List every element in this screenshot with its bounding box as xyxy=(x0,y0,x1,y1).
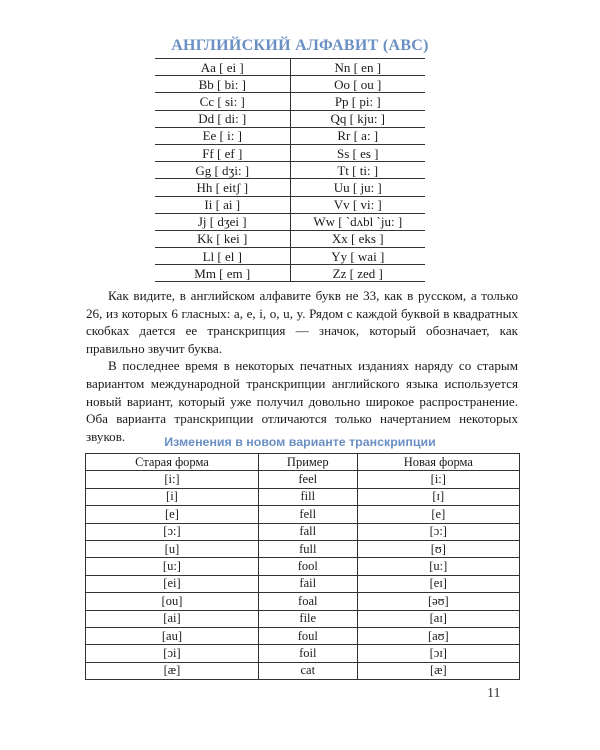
letter-cell: Ee [ i: ] xyxy=(155,127,290,144)
table-row xyxy=(86,471,520,488)
letter-cell: Tt [ ti: ] xyxy=(290,162,425,179)
letter-cell: Cc [ si: ] xyxy=(155,93,290,110)
transcription-cell: [i] xyxy=(86,488,259,505)
transcription-title: Изменения в новом варианте транскрипции xyxy=(164,435,436,449)
letter-cell: Ff [ ef ] xyxy=(155,144,290,161)
column-header: Пример xyxy=(258,454,357,471)
table-row xyxy=(155,162,425,179)
table-row xyxy=(86,662,520,679)
paragraph: В последнее время в некоторых печатных изданиях наряду со старым вариантом международной транскрипции английского языка используется новый вариант, который уже получил довольно широкое распространение. Оба варианта транскрипции отличаются только начертанием некоторых звуков. xyxy=(86,358,518,444)
letter-cell: Kk [ kei ] xyxy=(155,230,290,247)
body-text xyxy=(86,287,518,445)
transcription-cell: [ʊ] xyxy=(357,540,519,557)
table-row xyxy=(86,506,520,523)
table-row xyxy=(155,110,425,127)
transcription-cell: [ou] xyxy=(86,593,259,610)
transcription-cell: [i:] xyxy=(86,471,259,488)
transcription-cell: cat xyxy=(258,662,357,679)
transcription-cell: [e] xyxy=(357,506,519,523)
letter-cell: Gg [ dʒi: ] xyxy=(155,162,290,179)
letter-cell: Ii [ ai ] xyxy=(155,196,290,213)
transcription-cell: [u:] xyxy=(357,558,519,575)
table-row xyxy=(86,593,520,610)
table-header-row xyxy=(86,454,520,471)
transcription-cell: feel xyxy=(258,471,357,488)
transcription-cell: fool xyxy=(258,558,357,575)
page-number: 11 xyxy=(487,686,501,701)
transcription-table xyxy=(85,453,520,680)
table-row xyxy=(155,196,425,213)
table-row xyxy=(155,265,425,282)
table-row xyxy=(155,179,425,196)
letter-cell: Oo [ ou ] xyxy=(290,76,425,93)
transcription-cell: [ai] xyxy=(86,610,259,627)
table-row xyxy=(86,627,520,644)
transcription-cell: [ɪ] xyxy=(357,488,519,505)
table-row xyxy=(86,488,520,505)
letter-cell: Nn [ en ] xyxy=(290,59,425,76)
transcription-cell: [e] xyxy=(86,506,259,523)
transcription-cell: [u:] xyxy=(86,558,259,575)
table-row xyxy=(86,575,520,592)
letter-cell: Bb [ bi: ] xyxy=(155,76,290,93)
letter-cell: Zz [ zed ] xyxy=(290,265,425,282)
transcription-cell: full xyxy=(258,540,357,557)
transcription-cell: foil xyxy=(258,645,357,662)
transcription-cell: [ei] xyxy=(86,575,259,592)
transcription-cell: [u] xyxy=(86,540,259,557)
table-row xyxy=(86,558,520,575)
table-row xyxy=(86,645,520,662)
letter-cell: Ll [ el ] xyxy=(155,248,290,265)
table-row xyxy=(155,144,425,161)
letter-cell: Uu [ ju: ] xyxy=(290,179,425,196)
alphabet-title: АНГЛИЙСКИЙ АЛФАВИТ (ABC) xyxy=(171,37,429,54)
letter-cell: Rr [ a: ] xyxy=(290,127,425,144)
table-row xyxy=(155,248,425,265)
transcription-cell: [aʊ] xyxy=(357,627,519,644)
letter-cell: Qq [ kju: ] xyxy=(290,110,425,127)
transcription-cell: foal xyxy=(258,593,357,610)
transcription-cell: [ɔɪ] xyxy=(357,645,519,662)
transcription-cell: fail xyxy=(258,575,357,592)
transcription-cell: [au] xyxy=(86,627,259,644)
letter-cell: Aa [ ei ] xyxy=(155,59,290,76)
transcription-cell: fill xyxy=(258,488,357,505)
transcription-cell: [əʊ] xyxy=(357,593,519,610)
letter-cell: Pp [ pi: ] xyxy=(290,93,425,110)
transcription-cell: file xyxy=(258,610,357,627)
letter-cell: Ww [ `dʌbl `ju: ] xyxy=(290,213,425,230)
table-row xyxy=(155,127,425,144)
transcription-cell: [i:] xyxy=(357,471,519,488)
letter-cell: Ss [ es ] xyxy=(290,144,425,161)
letter-cell: Vv [ vi: ] xyxy=(290,196,425,213)
letter-cell: Xx [ eks ] xyxy=(290,230,425,247)
transcription-cell: [æ] xyxy=(86,662,259,679)
transcription-cell: fall xyxy=(258,523,357,540)
table-row xyxy=(86,540,520,557)
letter-cell: Dd [ di: ] xyxy=(155,110,290,127)
table-row xyxy=(155,59,425,76)
table-row xyxy=(86,523,520,540)
table-row xyxy=(155,93,425,110)
transcription-cell: [eɪ] xyxy=(357,575,519,592)
column-header: Старая форма xyxy=(86,454,259,471)
transcription-cell: [ɔi] xyxy=(86,645,259,662)
letter-cell: Jj [ dʒei ] xyxy=(155,213,290,230)
transcription-cell: [æ] xyxy=(357,662,519,679)
transcription-cell: [aɪ] xyxy=(357,610,519,627)
letter-cell: Mm [ em ] xyxy=(155,265,290,282)
letter-cell: Yy [ wai ] xyxy=(290,248,425,265)
table-row xyxy=(86,610,520,627)
transcription-cell: foul xyxy=(258,627,357,644)
table-row xyxy=(155,76,425,93)
transcription-cell: fell xyxy=(258,506,357,523)
paragraph: Как видите, в английском алфавите букв не 33, как в русском, а только 26, из которых 6 гласных: a, e, i, o, u, y. Рядом с каждой буквой в квадратных скобках дается ее транскрипция — значок, который обозначает, как правильно звучит буква. xyxy=(86,288,518,356)
table-row xyxy=(155,230,425,247)
transcription-cell: [ɔ:] xyxy=(357,523,519,540)
column-header: Новая форма xyxy=(357,454,519,471)
transcription-cell: [ɔ:] xyxy=(86,523,259,540)
table-row xyxy=(155,213,425,230)
alphabet-table xyxy=(155,58,425,282)
letter-cell: Hh [ eitʃ ] xyxy=(155,179,290,196)
